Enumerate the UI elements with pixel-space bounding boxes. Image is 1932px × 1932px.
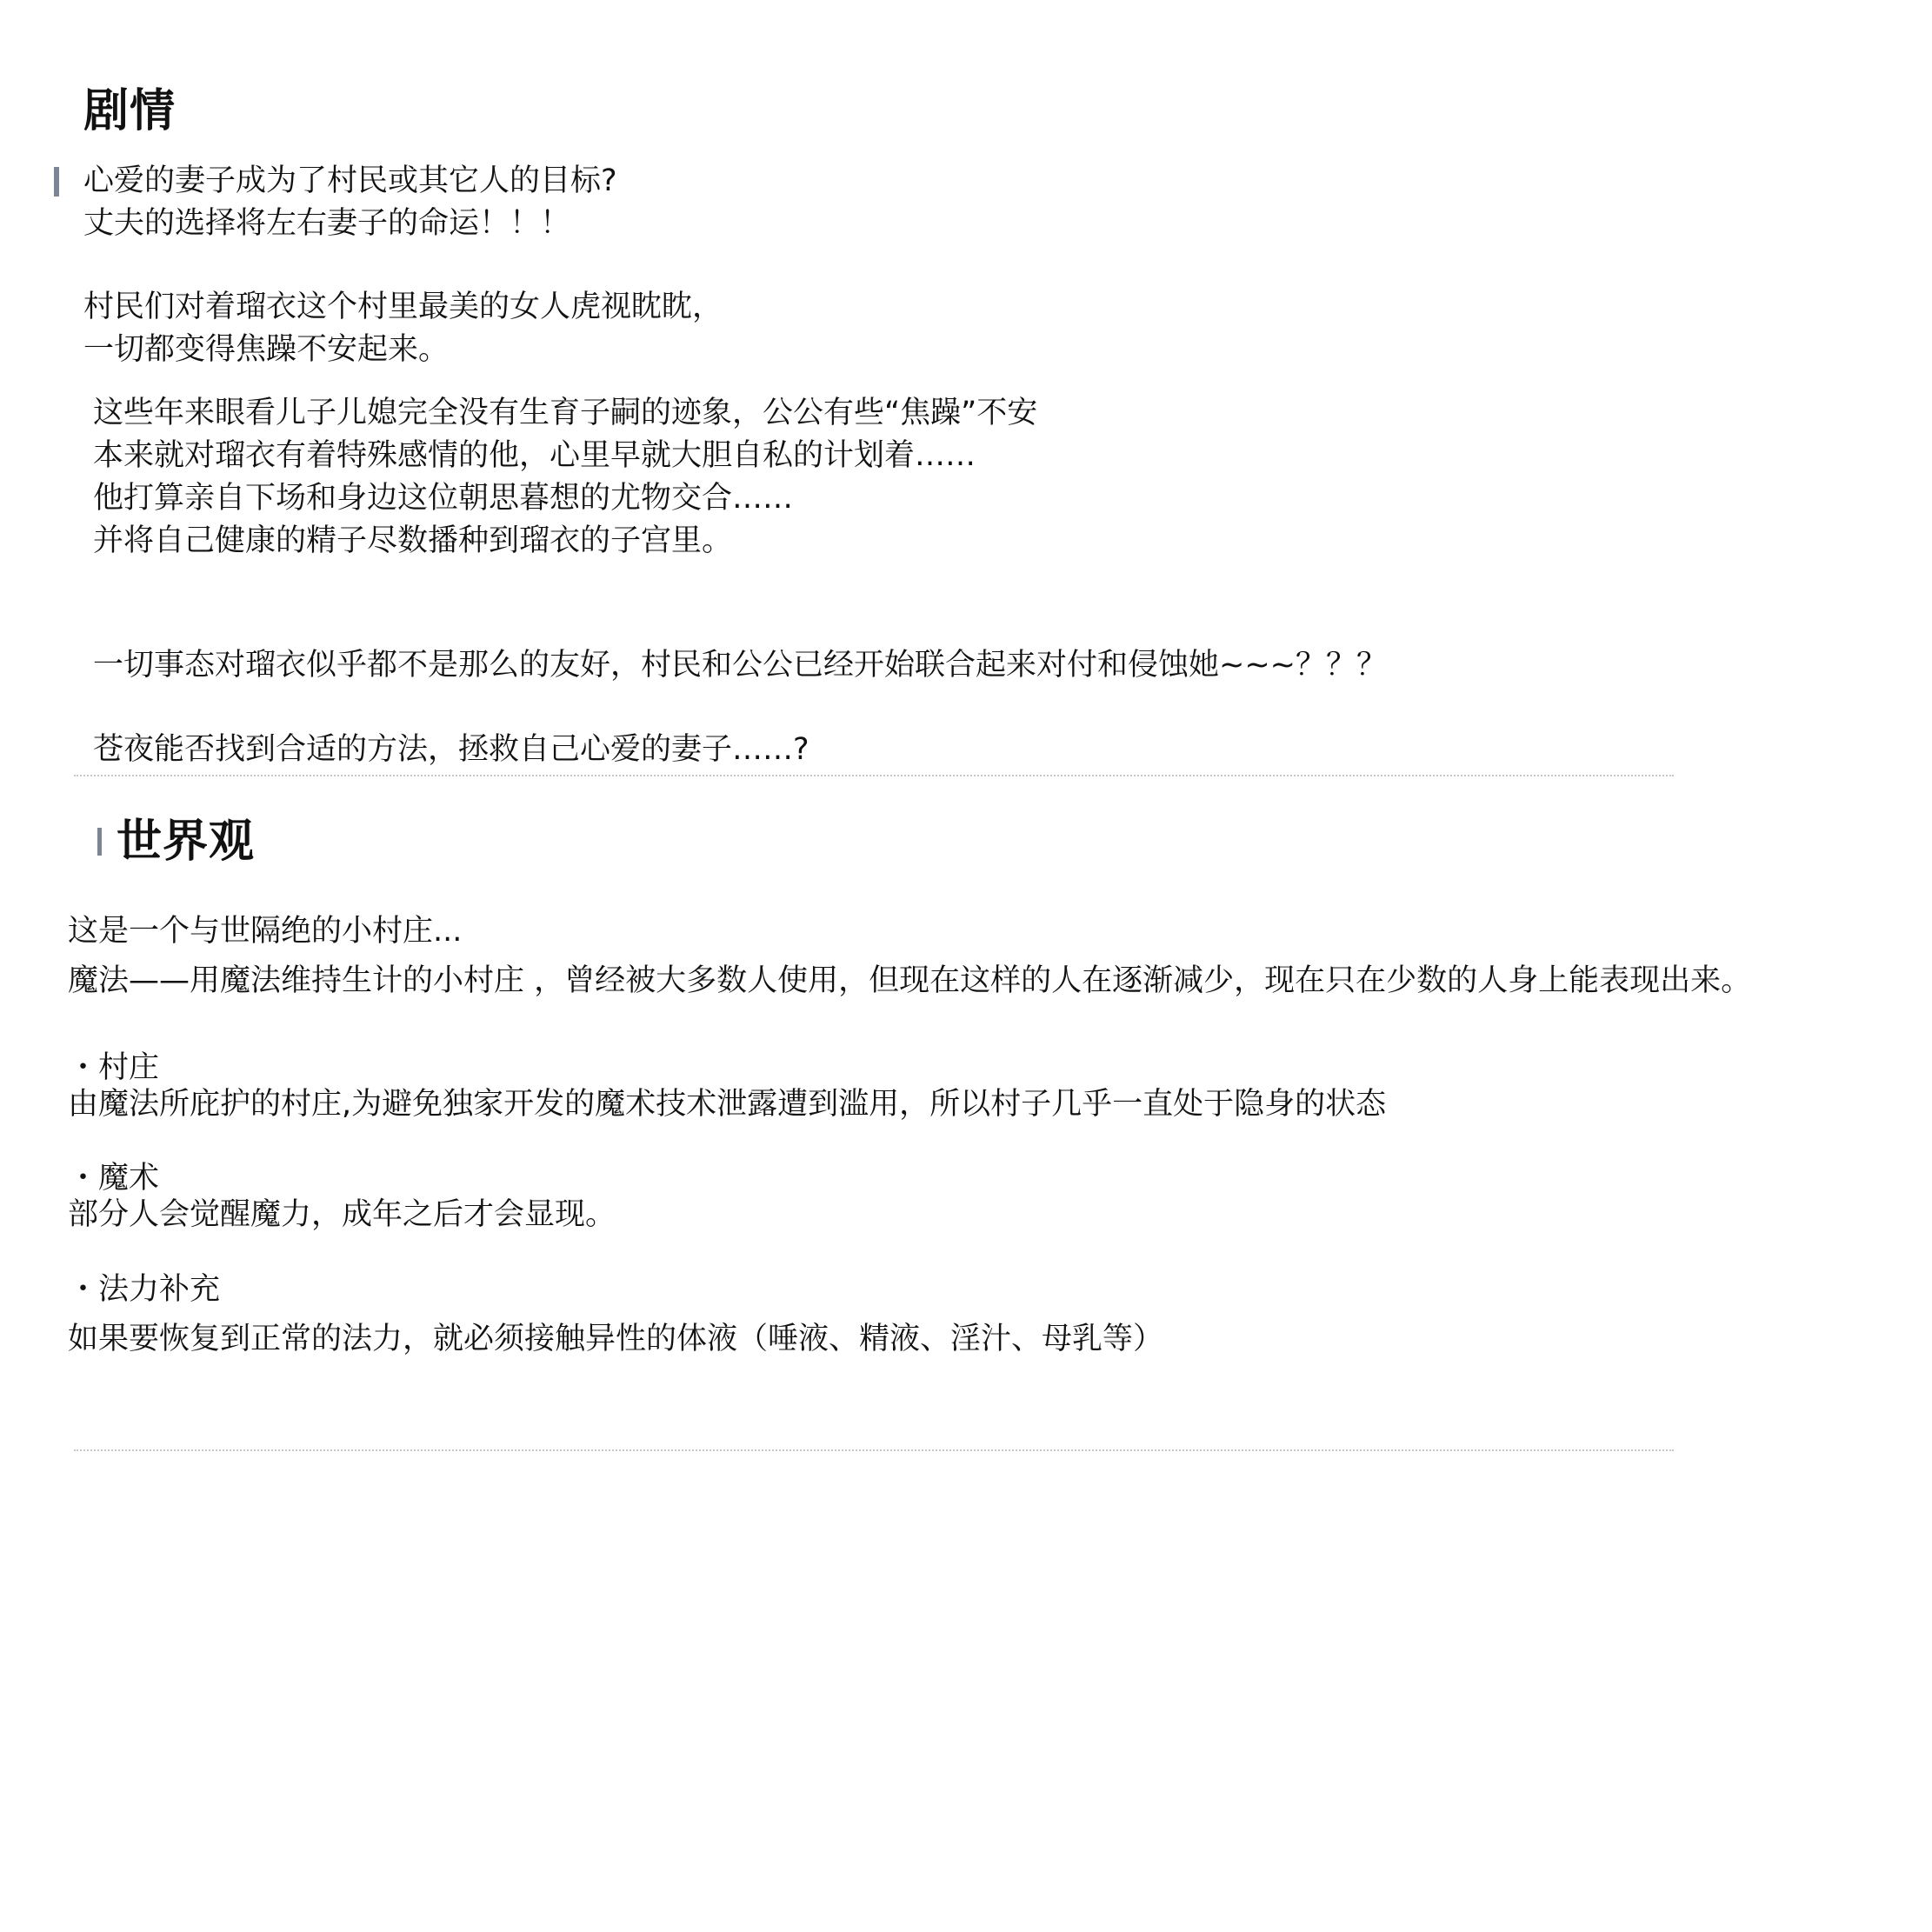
plot-villagers-line: 村民们对着瑠衣这个村里最美的女人虎视眈眈， bbox=[83, 290, 723, 324]
world-item-text: 由魔法所庇护的村庄,为避免独家开发的魔术技术泄露遭到滥用，所以村子几乎一直处于隐身的状态 bbox=[68, 1087, 1387, 1122]
plot-villagers bbox=[83, 286, 723, 371]
world-item-heading: ・魔术 bbox=[68, 1161, 160, 1196]
plot-father bbox=[93, 392, 1037, 563]
world-item-heading: ・村庄 bbox=[68, 1050, 160, 1085]
plot-intro-line: 丈夫的选择将左右妻子的命运！！！ bbox=[83, 206, 571, 241]
world-item-mana bbox=[68, 1269, 1163, 1361]
plot-intro-line: 心爱的妻子成为了村民或其它人的目标? bbox=[83, 163, 617, 198]
plot-situation: 一切事态对瑠衣似乎都不是那么的友好，村民和公公已经开始联合起来对付和侵蚀她~~~？？？ bbox=[93, 648, 1387, 683]
plot-father-line: 并将自己健康的精子尽数播种到瑠衣的子宫里。 bbox=[93, 523, 733, 558]
plot-intro bbox=[83, 160, 617, 245]
plot-title: 剧情 bbox=[83, 85, 177, 137]
world-item-magic bbox=[68, 1157, 616, 1236]
section-divider bbox=[74, 775, 1674, 776]
world-intro-line: 魔法——用魔法维持生计的小村庄 ，曾经被大多数人使用，但现在这样的人在逐渐减少，现在只在少数的人身上能表现出来。 bbox=[68, 963, 1752, 998]
world-intro-line: 这是一个与世隔绝的小村庄... bbox=[68, 914, 463, 949]
plot-villagers-line: 一切都变得焦躁不安起来。 bbox=[83, 332, 450, 367]
world-intro bbox=[68, 910, 1751, 1003]
world-item-text: 部分人会觉醒魔力，成年之后才会显现。 bbox=[68, 1197, 616, 1232]
plot-father-line: 这些年来眼看儿子儿媳完全没有生育子嗣的迹象，公公有些“焦躁”不安 bbox=[93, 396, 1038, 430]
world-item-village bbox=[68, 1047, 1386, 1126]
world-item-text: 如果要恢复到正常的法力，就必须接触异性的体液（唾液、精液、淫汁、母乳等） bbox=[68, 1322, 1164, 1356]
world-item-heading: ・法力补充 bbox=[68, 1272, 221, 1307]
section-divider bbox=[74, 1449, 1674, 1451]
heading-accent-bar bbox=[97, 828, 102, 856]
plot-closing: 苍夜能否找到合适的方法，拯救自己心爱的妻子……? bbox=[93, 732, 809, 767]
quote-accent-bar bbox=[54, 167, 59, 197]
plot-father-line: 本来就对瑠衣有着特殊感情的他，心里早就大胆自私的计划着…… bbox=[93, 438, 976, 473]
world-title: 世界观 bbox=[117, 816, 256, 868]
plot-father-line: 他打算亲自下场和身边这位朝思暮想的尤物交合…… bbox=[93, 481, 794, 516]
